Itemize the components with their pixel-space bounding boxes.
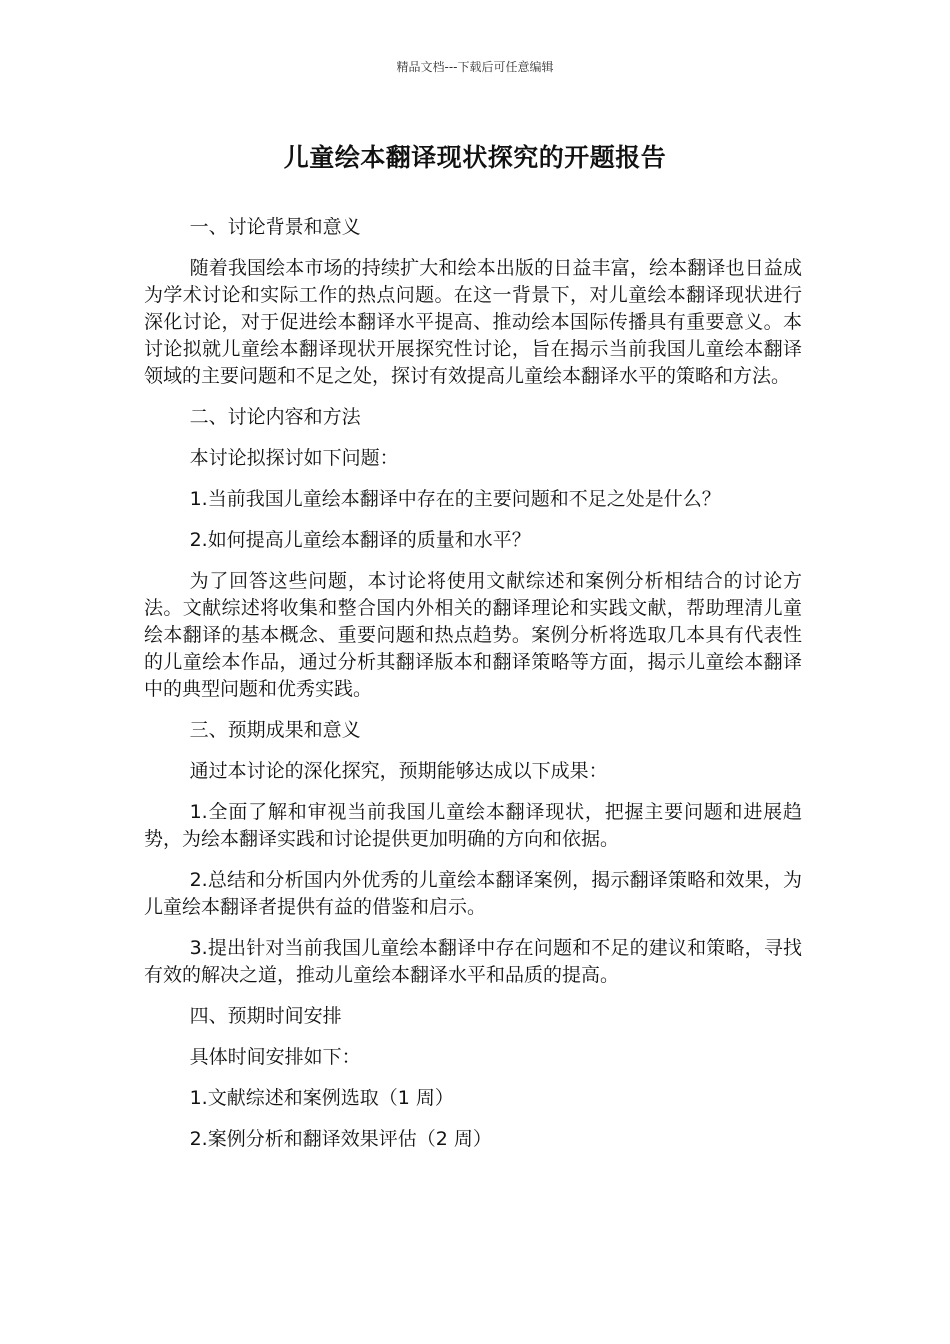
paragraph-questions-intro: 本讨论拟探讨如下问题：	[189, 447, 399, 469]
result-item-1: 1.全面了解和审视当前我国儿童绘本翻译现状，把握主要问题和进展趋势，为绘本翻译实践和讨论提供更加明确的方向和依据。	[144, 801, 802, 850]
question-item-2: 2.如何提高儿童绘本翻译的质量和水平？	[189, 529, 531, 551]
section-heading-content-method: 二、讨论内容和方法	[189, 406, 361, 428]
section-heading-background: 一、讨论背景和意义	[189, 216, 361, 238]
result-item-3: 3.提出针对当前我国儿童绘本翻译中存在问题和不足的建议和策略，寻找有效的解决之道，推动儿童绘本翻译水平和品质的提高。	[144, 937, 802, 986]
document-body	[144, 214, 802, 1167]
result-item-2: 2.总结和分析国内外优秀的儿童绘本翻译案例，揭示翻译策略和效果，为儿童绘本翻译者提供有益的借鉴和启示。	[144, 869, 802, 918]
schedule-item-2: 2.案例分析和翻译效果评估（2 周）	[189, 1128, 492, 1150]
paragraph-background: 随着我国绘本市场的持续扩大和绘本出版的日益丰富，绘本翻译也日益成为学术讨论和实际工作的热点问题。在这一背景下，对儿童绘本翻译现状进行深化讨论，对于促进绘本翻译水平提高、推动绘本国际传播具有重要意义。本讨论拟就儿童绘本翻译现状开展探究性讨论，旨在揭示当前我国儿童绘本翻译领域的主要问题和不足之处，探讨有效提高儿童绘本翻译水平的策略和方法。	[144, 257, 802, 387]
paragraph-results-intro: 通过本讨论的深化探究，预期能够达成以下成果：	[189, 760, 608, 782]
schedule-item-1: 1.文献综述和案例选取（1 周）	[189, 1087, 454, 1109]
question-item-1: 1.当前我国儿童绘本翻译中存在的主要问题和不足之处是什么？	[189, 488, 721, 510]
paragraph-schedule-intro: 具体时间安排如下：	[189, 1046, 361, 1068]
section-heading-expected-results: 三、预期成果和意义	[189, 719, 361, 741]
header-note: 精品文档---下载后可任意编辑	[396, 60, 554, 74]
section-heading-schedule: 四、预期时间安排	[189, 1005, 342, 1027]
paragraph-method: 为了回答这些问题，本讨论将使用文献综述和案例分析相结合的讨论方法。文献综述将收集和整合国内外相关的翻译理论和实践文献，帮助理清儿童绘本翻译的基本概念、重要问题和热点趋势。案例分析将选取几本具有代表性的儿童绘本作品，通过分析其翻译版本和翻译策略等方面，揭示儿童绘本翻译中的典型问题和优秀实践。	[144, 570, 802, 700]
document-title: 儿童绘本翻译现状探究的开题报告	[283, 143, 667, 172]
